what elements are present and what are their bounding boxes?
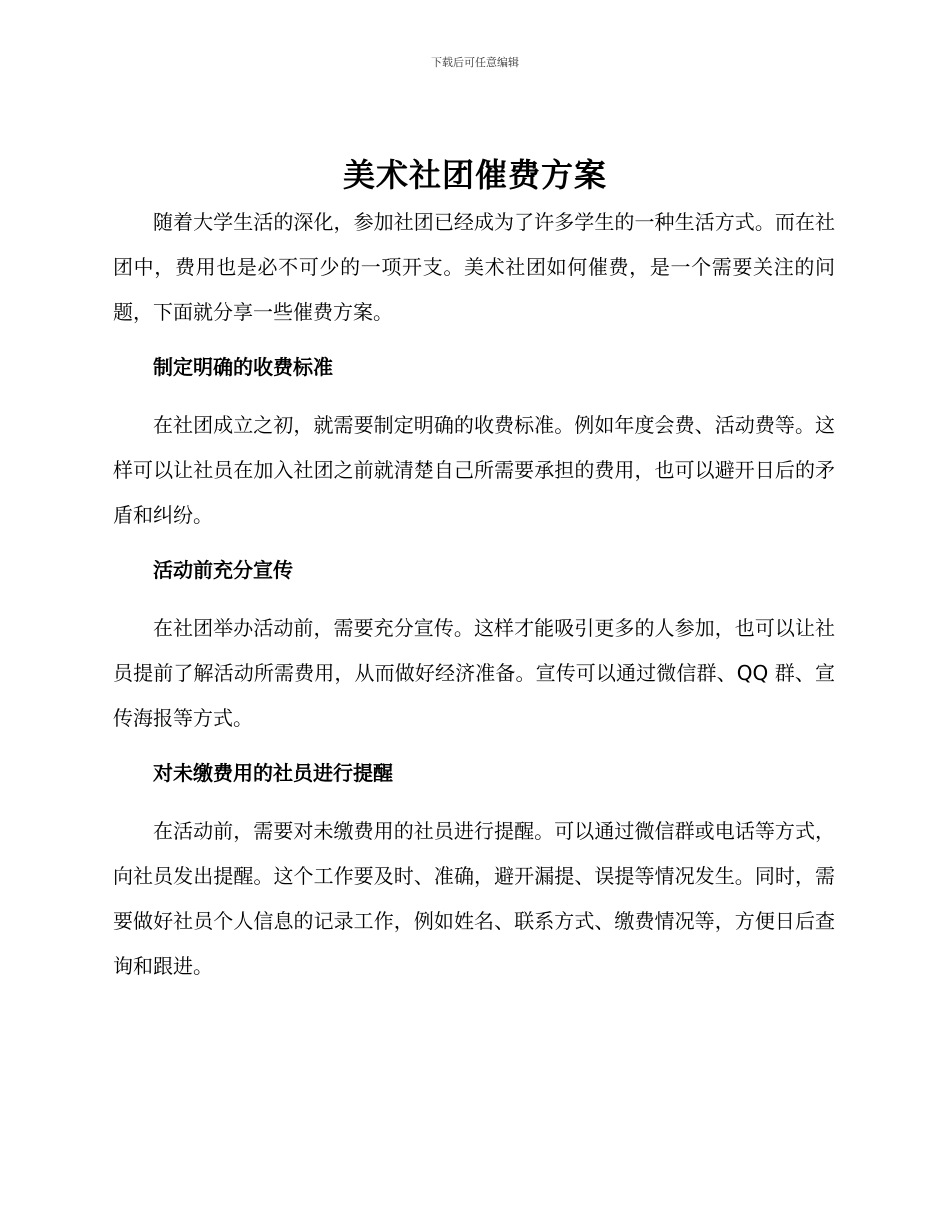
document-title: 美术社团催费方案 (342, 156, 607, 194)
section-body-reminder: 在活动前，需要对未缴费用的社员进行提醒。可以通过微信群或电话等方式，向社员发出提醒。这个工作要及时、准确，避开漏提、误提等情况发生。同时，需要做好社员个人信息的记录工作，例如姓名、联系方式、缴费情况等，方便日后查询和跟进。 (113, 819, 835, 978)
section-heading-reminder: 对未缴费用的社员进行提醒 (153, 761, 393, 785)
section-heading-promotion: 活动前充分宣传 (153, 558, 293, 582)
section-heading-fee-standard: 制定明确的收费标准 (153, 355, 333, 379)
header-note: 下载后可任意编辑 (431, 56, 519, 69)
section-body-promotion: 在社团举办活动前，需要充分宣传。这样才能吸引更多的人参加，也可以让社员提前了解活动所需费用，从而做好经济准备。宣传可以通过微信群、QQ 群、宣传海报等方式。 (113, 616, 835, 730)
intro-paragraph: 随着大学生活的深化，参加社团已经成为了许多学生的一种生活方式。而在社团中，费用也是必不可少的一项开支。美术社团如何催费，是一个需要关注的问题，下面就分享一些催费方案。 (113, 210, 835, 324)
section-body-fee-standard: 在社团成立之初，就需要制定明确的收费标准。例如年度会费、活动费等。这样可以让社员在加入社团之前就清楚自己所需要承担的费用，也可以避开日后的矛盾和纠纷。 (113, 413, 835, 527)
document-body (113, 200, 835, 989)
